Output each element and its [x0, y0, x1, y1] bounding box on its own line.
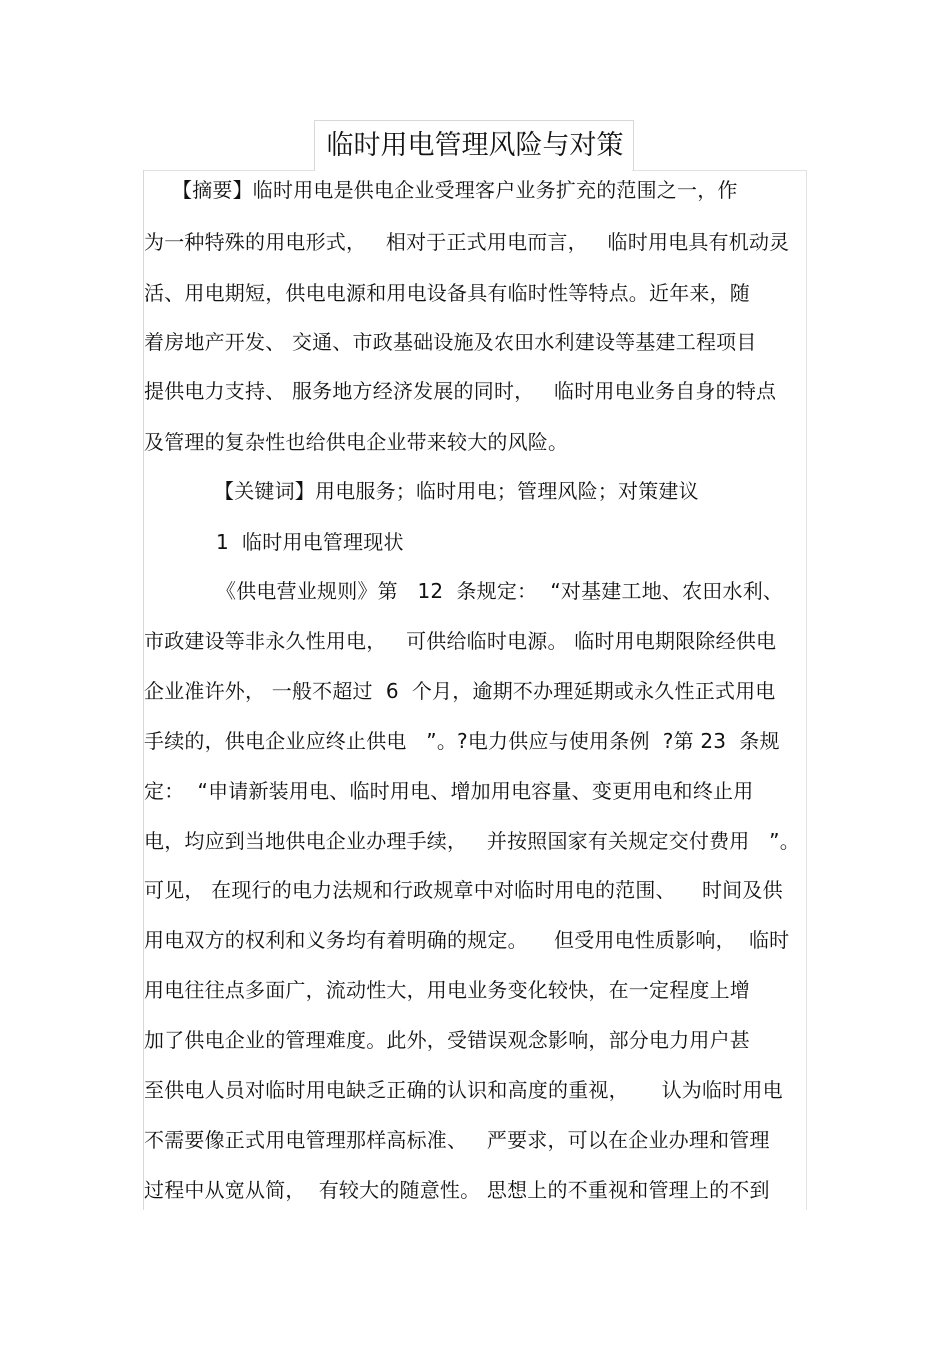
frame-right [806, 170, 807, 1210]
text-line: 为一种特殊的用电形式， 相对于正式用电而言， 临时用电具有机动灵 [144, 230, 790, 254]
text-line: 电，均应到当地供电企业办理手续， 并按照国家有关规定交付费用 ”。 [144, 829, 800, 853]
text-line: 加了供电企业的管理难度。此外，受错误观念影响，部分电力用户甚 [144, 1028, 750, 1052]
text-line: 不需要像正式用电管理那样高标准、 严要求，可以在企业办理和管理 [144, 1128, 770, 1152]
text-line: 市政建设等非永久性用电， 可供给临时电源。 临时用电期限除经供电 [144, 629, 777, 653]
document-title: 临时用电管理风险与对策 [326, 130, 624, 161]
text-line: 着房地产开发、 交通、市政基础设施及农田水利建设等基建工程项目 [144, 330, 757, 354]
text-line: 定： “申请新装用电、临时用电、增加用电容量、变更用电和终止用 [144, 779, 754, 803]
keywords-line: 【关键词】用电服务；临时用电；管理风险；对策建议 [214, 479, 699, 503]
frame-top-left [143, 170, 314, 171]
text-line: 至供电人员对临时用电缺乏正确的认识和高度的重视， 认为临时用电 [144, 1078, 783, 1102]
text-line: 可见， 在现行的电力法规和行政规章中对临时用电的范围、 时间及供 [144, 878, 783, 902]
section-heading: 1 临时用电管理现状 [216, 530, 404, 554]
text-line: 【摘要】临时用电是供电企业受理客户业务扩充的范围之一，作 [172, 178, 738, 202]
frame-top-right [632, 170, 807, 171]
text-line: 手续的，供电企业应终止供电 ”。?电力供应与使用条例 ?第 23 条规 [144, 729, 780, 753]
text-line: 《供电营业规则》第 12 条规定： “对基建工地、农田水利、 [216, 579, 784, 603]
text-line: 提供电力支持、 服务地方经济发展的同时， 临时用电业务自身的特点 [144, 379, 777, 403]
text-line: 用电双方的权利和义务均有着明确的规定。 但受用电性质影响， 临时 [144, 928, 790, 952]
text-line: 活、用电期短，供电电源和用电设备具有临时性等特点。近年来，随 [144, 281, 750, 305]
text-line: 用电往往点多面广，流动性大，用电业务变化较快，在一定程度上增 [144, 978, 750, 1002]
text-line: 企业准许外， 一般不超过 6 个月，逾期不办理延期或永久性正式用电 [144, 679, 776, 703]
text-line: 过程中从宽从简， 有较大的随意性。 思想上的不重视和管理上的不到 [144, 1178, 770, 1202]
text-line: 及管理的复杂性也给供电企业带来较大的风险。 [144, 430, 569, 454]
